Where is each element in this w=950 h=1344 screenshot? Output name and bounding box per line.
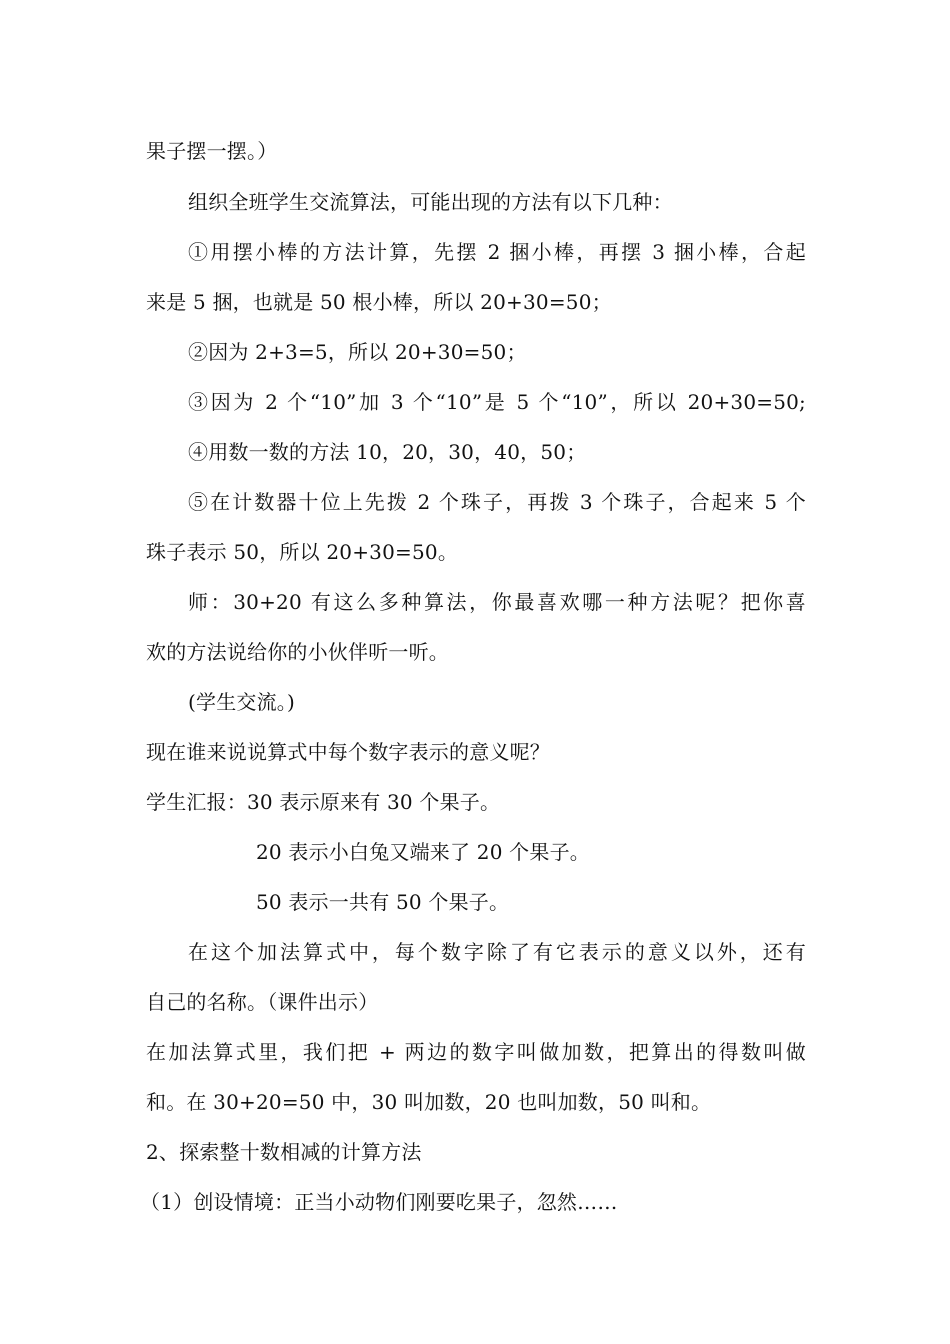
- text-line-18: 自己的名称。（课件出示）: [146, 990, 379, 1014]
- text-line-8: ⑤在计数器十位上先拨 2 个珠子，再拨 3 个珠子，合起来 5 个: [188, 490, 806, 514]
- text-line-4: 来是 5 捆，也就是 50 根小棒，所以 20+30=50；: [146, 290, 612, 314]
- text-line-15: 20 表示小白兔又端来了 20 个果子。: [256, 840, 590, 864]
- text-line-5: ②因为 2+3=5，所以 20+30=50；: [188, 340, 527, 364]
- text-line-11: 欢的方法说给你的小伙伴听一听。: [146, 640, 449, 664]
- text-line-17: 在这个加法算式中，每个数字除了有它表示的意义以外，还有: [188, 940, 806, 964]
- text-line-14: 学生汇报：30 表示原来有 30 个果子。: [146, 790, 501, 814]
- section-heading: 2、探索整十数相减的计算方法: [146, 1140, 422, 1164]
- text-line-16: 50 表示一共有 50 个果子。: [256, 890, 510, 914]
- text-line-19: 在加法算式里，我们把 + 两边的数字叫做加数，把算出的得数叫做: [146, 1040, 806, 1064]
- text-line-6: ③因为 2 个“10”加 3 个“10”是 5 个“10”，所以 20+30=50;: [188, 390, 806, 414]
- text-line-20: 和。在 30+20=50 中，30 叫加数，20 也叫加数，50 叫和。: [146, 1090, 712, 1114]
- text-line-1: 果子摆一摆。）: [146, 139, 278, 163]
- text-line-3: ①用摆小棒的方法计算，先摆 2 捆小棒，再摆 3 捆小棒，合起: [188, 240, 806, 264]
- text-line-7: ④用数一数的方法 10，20，30，40，50；: [188, 440, 587, 464]
- text-line-10: 师：30+20 有这么多种算法，你最喜欢哪一种方法呢？把你喜: [188, 590, 806, 614]
- text-line-13: 现在谁来说说算式中每个数字表示的意义呢？: [146, 740, 550, 764]
- text-line-2: 组织全班学生交流算法，可能出现的方法有以下几种：: [188, 190, 673, 214]
- text-line-9: 珠子表示 50，所以 20+30=50。: [146, 540, 459, 564]
- text-line-12: (学生交流。): [188, 690, 296, 714]
- subsection-heading: （1）创设情境：正当小动物们刚要吃果子，忽然……: [140, 1190, 618, 1214]
